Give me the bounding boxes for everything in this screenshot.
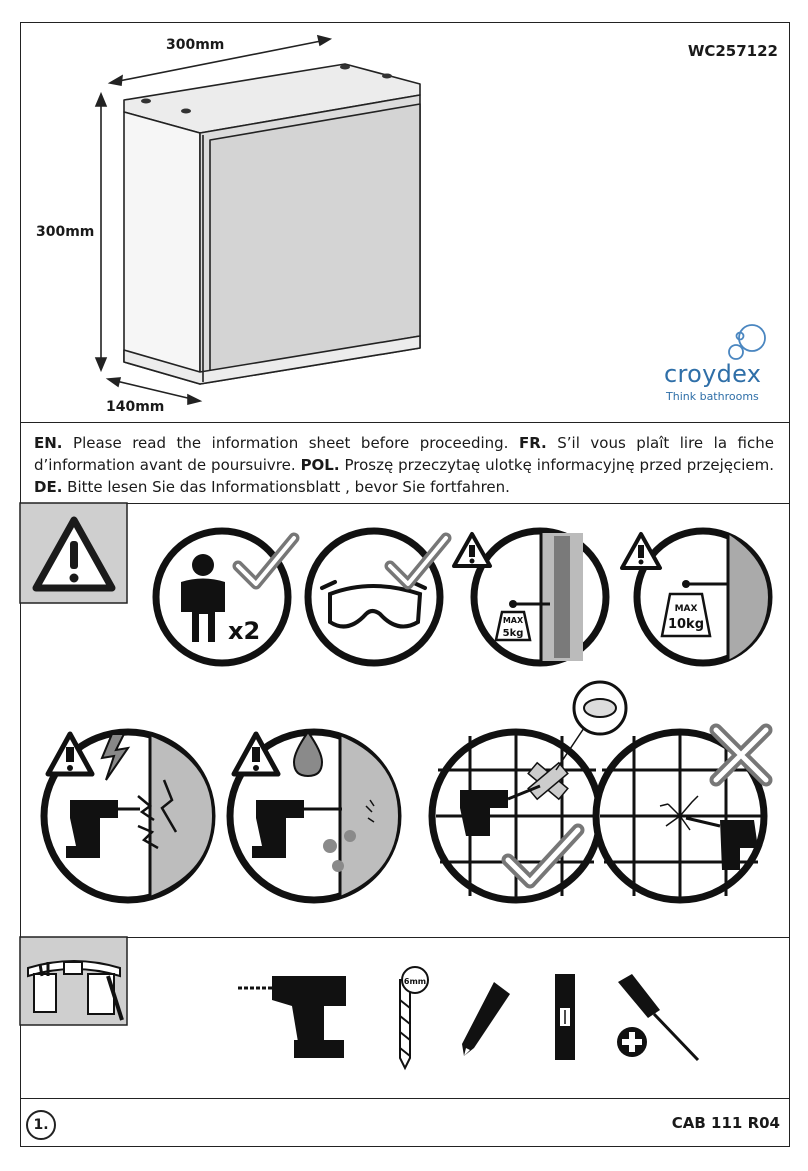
brand-tagline: Think bathrooms bbox=[666, 390, 759, 403]
height-dimension: 300mm bbox=[36, 224, 95, 240]
drill-bit-size-label: 6mm bbox=[403, 977, 427, 986]
weight-5kg-label: 5kg bbox=[502, 628, 524, 639]
width-dimension: 300mm bbox=[166, 37, 225, 53]
step-number: 1. bbox=[26, 1110, 56, 1140]
max-label-10: MAX bbox=[674, 604, 698, 614]
divider-tools bbox=[20, 1098, 790, 1099]
depth-dimension: 140mm bbox=[106, 399, 165, 415]
max-label-5: MAX bbox=[502, 616, 524, 625]
notice-fr: S’il vous plaît lire la fiche d’information avant de poursuivre. bbox=[34, 434, 774, 474]
lang-pl-label: POL. bbox=[300, 456, 340, 474]
lang-en-label: EN. bbox=[34, 434, 63, 452]
brand-name: croydex bbox=[664, 360, 762, 388]
model-code: WC257122 bbox=[687, 42, 778, 60]
tool-belt-icon bbox=[20, 937, 127, 1025]
power-drill-icon bbox=[238, 976, 346, 1058]
notice-pl: Proszę przeczytaę ulotkę informacyjnę przed przejęciem. bbox=[339, 456, 775, 474]
lang-fr-label: FR. bbox=[518, 434, 547, 452]
notice-de: Bitte lesen Sie das Informationsblatt , bevor Sie fortfahren. bbox=[62, 478, 510, 496]
spirit-level-icon bbox=[555, 974, 575, 1060]
weight-10kg-label: 10kg bbox=[667, 617, 705, 632]
notice-en: Please read the information sheet before proceeding. bbox=[62, 434, 519, 452]
pencil-icon bbox=[462, 982, 510, 1056]
document-reference: CAB 111 R04 bbox=[671, 1114, 780, 1132]
lang-de-label: DE. bbox=[34, 478, 63, 496]
persons-label: x2 bbox=[228, 617, 261, 645]
phillips-screwdriver-icon bbox=[617, 974, 698, 1060]
